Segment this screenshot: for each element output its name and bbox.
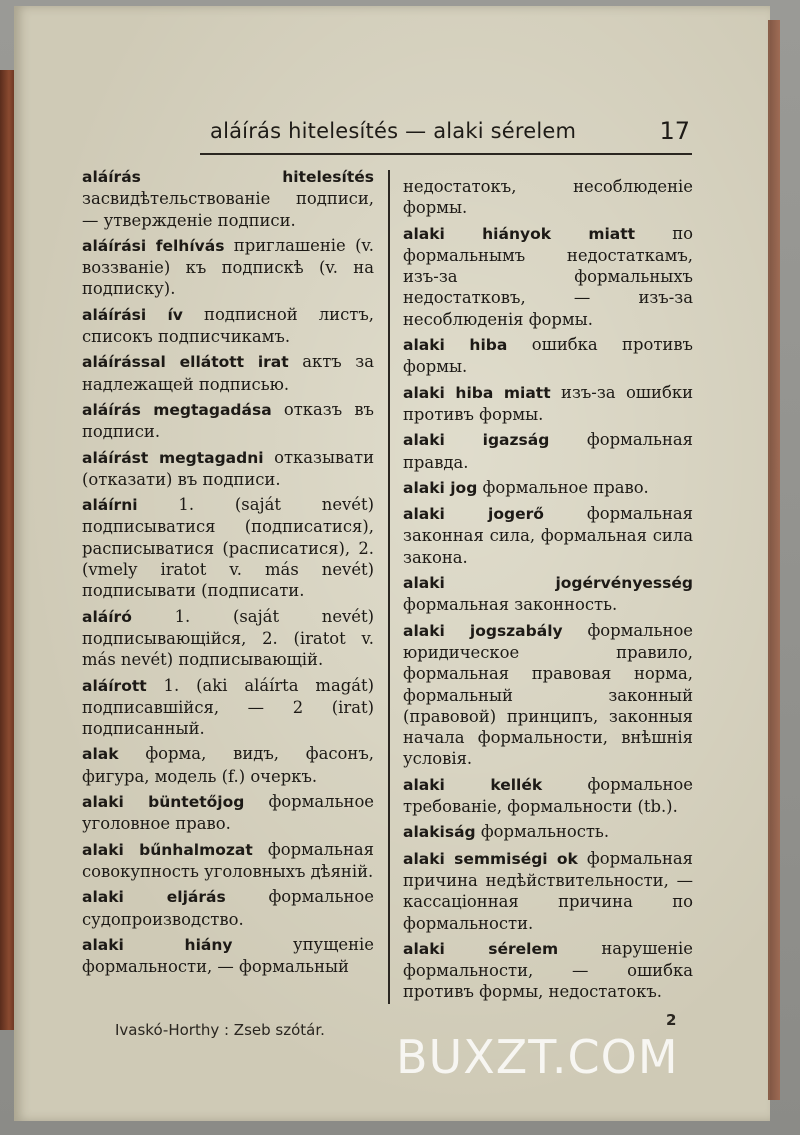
entry-definition: актъ за надлежащей подписью. xyxy=(82,352,374,394)
entry-headword: alak xyxy=(82,745,119,764)
entry-headword: aláírást megtagadni xyxy=(82,448,264,467)
dictionary-entry xyxy=(82,606,374,671)
dictionary-entry xyxy=(403,848,693,934)
entry-definition: формальная совокупность уголовныхъ дѣяній. xyxy=(82,839,374,881)
dictionary-entry xyxy=(82,743,374,787)
dictionary-entry xyxy=(82,399,374,443)
entry-definition: по формальнымъ недостаткамъ, изъ-за формальныхъ недостатковъ, — изъ-за несоблюденія формы. xyxy=(403,223,693,329)
sheet-signature: 2 xyxy=(666,1011,677,1029)
dictionary-entry xyxy=(82,934,374,978)
dictionary-entry xyxy=(82,839,374,883)
entry-definition: приглашеніе (v. воззваніе) къ подпискѣ (v. на подписку). xyxy=(82,235,374,299)
entry-definition: формальная законная сила, формальная сила закона. xyxy=(403,504,693,567)
entry-definition: 1. (aki aláírta magát) подписавшійся, — 2 (irat) подписанный. xyxy=(82,675,374,739)
dictionary-entry xyxy=(403,429,693,473)
entry-headword: aláírási ív xyxy=(82,305,183,324)
dictionary-entry xyxy=(82,675,374,740)
entry-headword: alaki jogszabály xyxy=(403,621,563,640)
dictionary-entry xyxy=(403,223,693,330)
entry-headword: aláírási felhívás xyxy=(82,236,225,255)
entry-headword: aláíró xyxy=(82,607,132,626)
dictionary-entry xyxy=(403,774,693,818)
dictionary-entry xyxy=(403,477,693,499)
entry-headword: alaki hiányok miatt xyxy=(403,224,636,243)
entry-headword: alaki hiány xyxy=(82,935,233,954)
dictionary-entry xyxy=(403,503,693,568)
entry-headword: alaki sérelem xyxy=(403,939,559,958)
dictionary-entry xyxy=(82,447,374,491)
dictionary-entry xyxy=(82,494,374,601)
entry-definition: 1. (saját nevét) подписыватися (подписатися), расписыватися (расписатися), 2. (vmely iratot v. más nevét) подписывати (подписати. xyxy=(82,495,374,601)
right-column xyxy=(403,176,693,1007)
running-header-title: aláírás hitelesítés — alaki sérelem xyxy=(210,119,577,143)
entry-definition: недостатокъ, несоблюденіе формы. xyxy=(403,177,693,218)
entry-definition: формальное право. xyxy=(477,477,649,497)
dictionary-entry xyxy=(403,334,693,378)
entry-definition: изъ-за ошибки противъ формы. xyxy=(403,382,694,424)
dictionary-entry xyxy=(82,351,374,395)
entry-headword: aláírni xyxy=(82,496,138,515)
entry-definition: формальное требованіе, формальности (tb.). xyxy=(403,774,693,817)
entry-headword: alakiság xyxy=(403,823,476,842)
entry-definition: отказывати (отказати) въ подписи. xyxy=(82,447,375,489)
dictionary-entry xyxy=(403,938,693,1003)
entry-definition: формальное уголовное право. xyxy=(82,792,375,834)
dictionary-entry xyxy=(403,572,693,616)
dictionary-entry xyxy=(82,791,374,835)
entry-definition: формальная причина недѣйствительности, — кассаціонная причина по формальности. xyxy=(403,848,694,933)
entry-headword: alaki eljárás xyxy=(82,888,226,907)
left-column xyxy=(82,166,374,981)
entry-headword: alaki kellék xyxy=(403,775,543,794)
entry-headword: alaki semmiségi ok xyxy=(403,849,578,868)
page-number: 17 xyxy=(659,117,690,145)
dictionary-entry xyxy=(82,235,374,300)
entry-definition: ошибка противъ формы. xyxy=(403,335,693,377)
dictionary-entry xyxy=(403,382,693,426)
column-divider xyxy=(388,170,390,1004)
entry-headword: alaki igazság xyxy=(403,431,550,450)
dictionary-entry xyxy=(82,886,374,930)
dictionary-entry xyxy=(403,620,693,770)
entry-headword: aláírás hitelesítés xyxy=(82,168,374,186)
watermark: BUXZT.COM xyxy=(396,1030,679,1084)
dictionary-entry xyxy=(403,176,693,219)
entry-headword: aláírott xyxy=(82,676,147,695)
book-cover-edge xyxy=(768,20,780,1100)
footer-signature-text: Ivaskó-Horthy : Zseb szótár. xyxy=(115,1021,325,1039)
entry-headword: alaki büntetőjog xyxy=(82,793,245,812)
dictionary-entry xyxy=(82,166,374,231)
entry-definition: упущеніе формальности, — формальный xyxy=(82,934,374,977)
entry-definition: формальность. xyxy=(475,822,610,842)
entry-headword: alaki hiba miatt xyxy=(403,383,551,402)
entry-definition: формальная законность. xyxy=(403,595,618,615)
entry-headword: alaki hiba xyxy=(403,336,508,355)
entry-headword: aláírással ellátott irat xyxy=(82,353,289,372)
entry-definition: формальное судопроизводство. xyxy=(82,887,374,929)
entry-headword: alaki jogerő xyxy=(403,505,544,524)
entry-headword: alaki jog xyxy=(403,478,478,497)
running-header xyxy=(210,119,690,151)
entry-definition: формальное юридическое правило, формальная правовая норма, формальный законный (правовой) принципъ, законныя начала формальности, внѣшнія условія. xyxy=(403,620,694,769)
entry-definition: форма, видъ, фасонъ, фигура, модель (f.) очеркъ. xyxy=(82,744,374,786)
entry-definition: отказъ въ подписи. xyxy=(82,399,374,442)
entry-headword: alaki bűnhalmozat xyxy=(82,840,253,859)
dictionary-entry xyxy=(82,304,374,348)
entry-headword: alaki jogérvényesség xyxy=(403,574,693,593)
entry-definition: нарушеніе формальности, — ошибка противъ формы, недостатокъ. xyxy=(403,938,693,1002)
entry-definition: подписной листъ, списокъ подписчикамъ. xyxy=(82,304,374,347)
entry-definition: формальная правда. xyxy=(403,430,693,472)
entry-definition: засвидѣтельствованіе подписи, — утвержденіе подписи. xyxy=(82,189,374,230)
entry-definition: 1. (saját nevét) подписывающійся, 2. (iratot v. más nevét) подписывающій. xyxy=(82,606,374,670)
dictionary-entry xyxy=(403,821,693,843)
entry-headword: aláírás megtagadása xyxy=(82,400,272,419)
header-rule xyxy=(200,153,692,155)
